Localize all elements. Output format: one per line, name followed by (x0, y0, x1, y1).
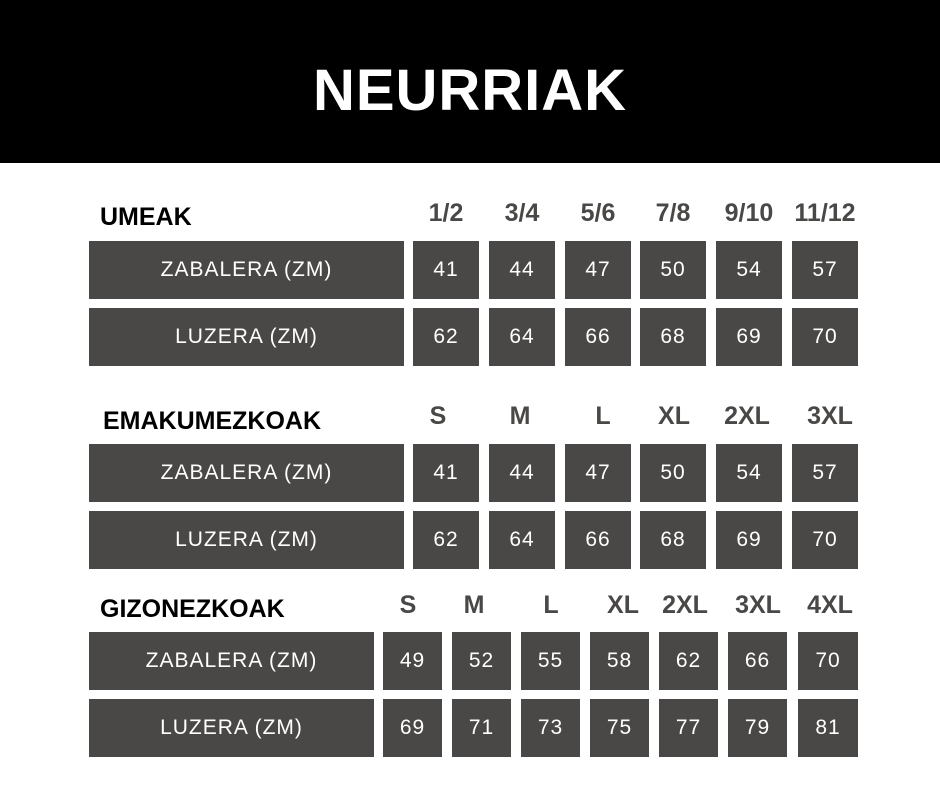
row-label: LUZERA (ZM) (89, 308, 404, 366)
size-header: XL (658, 402, 690, 430)
row-label: ZABALERA (ZM) (89, 444, 404, 502)
section-title-umeak: UMEAK (100, 203, 192, 231)
size-header: 5/6 (580, 199, 616, 227)
value-cell: 64 (489, 308, 555, 366)
value-cell: 66 (565, 308, 631, 366)
value-cell: 75 (590, 699, 649, 757)
value-cell: 66 (728, 632, 787, 690)
value-cell: 62 (659, 632, 718, 690)
size-header: 9/10 (724, 199, 774, 227)
value-cell: 50 (640, 444, 706, 502)
value-cell: 77 (659, 699, 718, 757)
size-header: M (463, 591, 485, 619)
value-cell: 69 (383, 699, 442, 757)
value-cell: 49 (383, 632, 442, 690)
value-cell: 54 (716, 444, 782, 502)
value-cell: 68 (640, 308, 706, 366)
value-cell: 81 (798, 699, 858, 757)
value-cell: 70 (792, 511, 858, 569)
value-cell: 70 (792, 308, 858, 366)
row-label: LUZERA (ZM) (89, 699, 374, 757)
size-header: 3XL (807, 402, 853, 430)
value-cell: 66 (565, 511, 631, 569)
size-header: 3/4 (504, 199, 540, 227)
size-header: 1/2 (428, 199, 464, 227)
value-cell: 44 (489, 444, 555, 502)
value-cell: 50 (640, 241, 706, 299)
size-header: 7/8 (655, 199, 691, 227)
value-cell: 41 (413, 444, 479, 502)
value-cell: 52 (452, 632, 511, 690)
size-header: S (399, 591, 417, 619)
value-cell: 62 (413, 511, 479, 569)
value-cell: 55 (521, 632, 580, 690)
value-cell: 47 (565, 444, 631, 502)
value-cell: 62 (413, 308, 479, 366)
size-header: M (509, 402, 531, 430)
size-header: S (429, 402, 447, 430)
value-cell: 57 (792, 241, 858, 299)
size-header: 4XL (807, 591, 853, 619)
size-header: 2XL (662, 591, 708, 619)
value-cell: 69 (716, 308, 782, 366)
row-label: ZABALERA (ZM) (89, 241, 404, 299)
value-cell: 41 (413, 241, 479, 299)
row-label: LUZERA (ZM) (89, 511, 404, 569)
row-label: ZABALERA (ZM) (89, 632, 374, 690)
size-header: L (543, 591, 559, 619)
size-header: 11/12 (794, 199, 856, 227)
value-cell: 47 (565, 241, 631, 299)
section-title-emakumezkoak: EMAKUMEZKOAK (103, 407, 322, 435)
size-header: 2XL (724, 402, 770, 430)
value-cell: 69 (716, 511, 782, 569)
value-cell: 73 (521, 699, 580, 757)
value-cell: 64 (489, 511, 555, 569)
value-cell: 70 (798, 632, 858, 690)
size-header: XL (607, 591, 639, 619)
value-cell: 58 (590, 632, 649, 690)
value-cell: 79 (728, 699, 787, 757)
value-cell: 68 (640, 511, 706, 569)
value-cell: 71 (452, 699, 511, 757)
value-cell: 54 (716, 241, 782, 299)
size-header: 3XL (735, 591, 781, 619)
size-header: L (595, 402, 611, 430)
value-cell: 44 (489, 241, 555, 299)
value-cell: 57 (792, 444, 858, 502)
page-title: NEURRIAK (312, 58, 628, 123)
section-title-gizonezkoak: GIZONEZKOAK (100, 595, 285, 623)
